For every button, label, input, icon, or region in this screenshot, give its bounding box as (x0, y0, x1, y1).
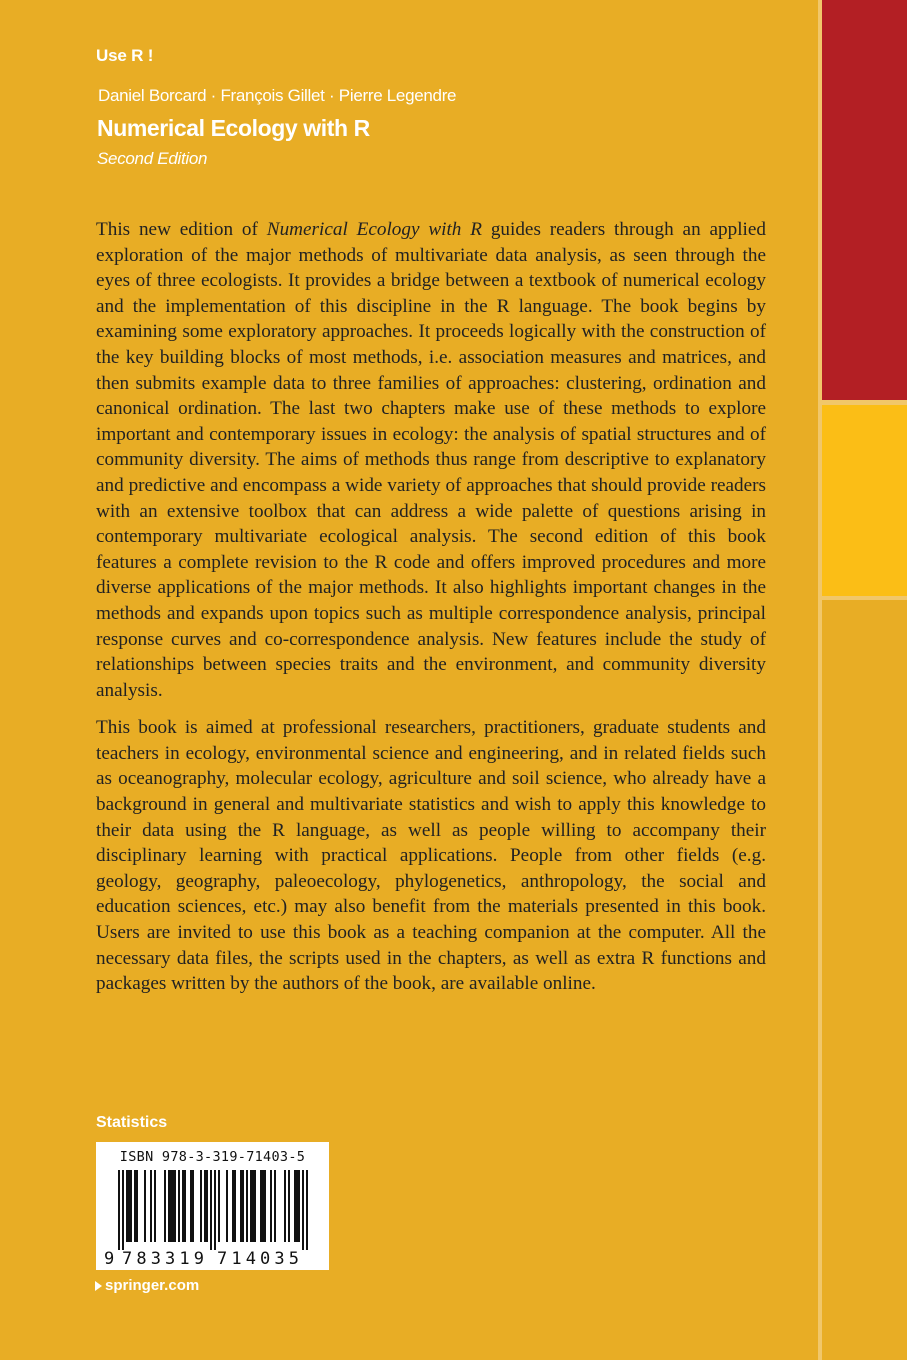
barcode-bar (294, 1170, 300, 1242)
barcode-bar (204, 1170, 208, 1242)
lower-stripe (822, 600, 907, 1360)
barcode-bar (122, 1170, 124, 1250)
subject-category: Statistics (96, 1114, 168, 1131)
barcode-bar (118, 1170, 120, 1250)
barcode-bar (210, 1170, 212, 1250)
barcode-bar (240, 1170, 244, 1242)
barcode-bar (270, 1170, 272, 1242)
blurb-paragraph-2: This book is aimed at professional researchers, practitioners, graduate students and teachers in ecology, environmental science and engineering, and in related fields such as oceanography, molecular ecology, agriculture and soil science, who already have a background in general and multivariate statistics and wish to apply this knowledge to their data using the R language, as well as people willing to accompany their disciplinary learning with practical applications. People from other fields (e.g. geology, geography, paleoecology, phylogenetics, anthropology, the social and education sciences, etc.) may also benefit from the materials presented in this book. Users are invited to use this book as a teaching companion at the computer. All the necessary data files, the scripts used in the chapters, as well as extra R functions and packages written by the authors of the book, are available online. (96, 717, 766, 995)
barcode-bar (168, 1170, 176, 1242)
barcode-bar (154, 1170, 156, 1242)
barcode-bar (214, 1170, 216, 1250)
barcode-bar (250, 1170, 256, 1242)
barcode (96, 1142, 329, 1270)
barcode-right-digits: 714035 (217, 1249, 299, 1269)
barcode-bar (150, 1170, 152, 1242)
blurb-p1-rest: guides readers through an applied exploration of the major methods of multivariate data analysis, as seen through the eyes of three ecologists. It provides a bridge between a textbook of numerical ecology and the implementation of this discipline in the R language. The book begins by examining some exploratory approaches. It proceeds logically with the construction of the key building blocks of most methods, i.e. association measures and matrices, and then submits example data to three families of approaches: clustering, ordination and canonical ordination. The last two chapters make use of these methods to explore important and contemporary issues in ecology: the analysis of spatial structures and of community diversity. The aims of methods thus range from descriptive to explanatory and predictive and encompass a wide variety of approaches that should provide readers with an extensive toolbox that can address a wide palette of questions arising in contemporary multivariate ecological analysis. The second edition of this book features a complete revision to the R code and offers improved procedures and more diverse applications of the major methods. It also highlights important changes in the methods and expands upon topics such as multiple correspondence analysis, principal response curves and co-correspondence analysis. New features include the study of relationships between species traits and the environment, and community diversity analysis. (96, 219, 766, 701)
barcode-bar (190, 1170, 194, 1242)
website-text: springer.com (105, 1277, 200, 1294)
barcode-bar (144, 1170, 146, 1242)
blurb (96, 217, 766, 1009)
barcode-bar (284, 1170, 286, 1242)
barcode-bar (288, 1170, 290, 1242)
barcode-bar (232, 1170, 236, 1242)
authors: Daniel Borcard · François Gillet · Pierre Legendre (98, 86, 457, 105)
barcode-bar (246, 1170, 248, 1242)
barcode-first-digit: 9 (104, 1249, 115, 1269)
barcode-bar (274, 1170, 276, 1242)
blurb-paragraph-1 (96, 217, 766, 703)
barcode-bar (200, 1170, 202, 1242)
red-stripe (822, 0, 907, 400)
barcode-bar (306, 1170, 308, 1250)
book-title: Numerical Ecology with R (97, 115, 370, 141)
barcode-bar (182, 1170, 186, 1242)
edition: Second Edition (97, 149, 208, 168)
barcode-bar (164, 1170, 166, 1242)
barcode-bar (226, 1170, 228, 1242)
yellow-stripe (822, 405, 907, 596)
barcode-left-digits: 783319 (122, 1249, 204, 1269)
book-title-italic: Numerical Ecology with R (266, 219, 482, 240)
blurb-p1-start: This new edition of (96, 219, 267, 240)
barcode-bars (118, 1170, 308, 1250)
series-name: Use R ! (96, 46, 154, 65)
barcode-bar (126, 1170, 132, 1242)
triangle-right-icon (95, 1281, 102, 1291)
website-link[interactable] (95, 1277, 199, 1294)
barcode-bar (134, 1170, 138, 1242)
barcode-bar (260, 1170, 266, 1242)
barcode-bar (218, 1170, 220, 1242)
isbn-label: ISBN 978-3-319-71403-5 (119, 1149, 306, 1165)
barcode-bar (178, 1170, 180, 1242)
barcode-graphic (96, 1142, 329, 1270)
barcode-bar (302, 1170, 304, 1250)
